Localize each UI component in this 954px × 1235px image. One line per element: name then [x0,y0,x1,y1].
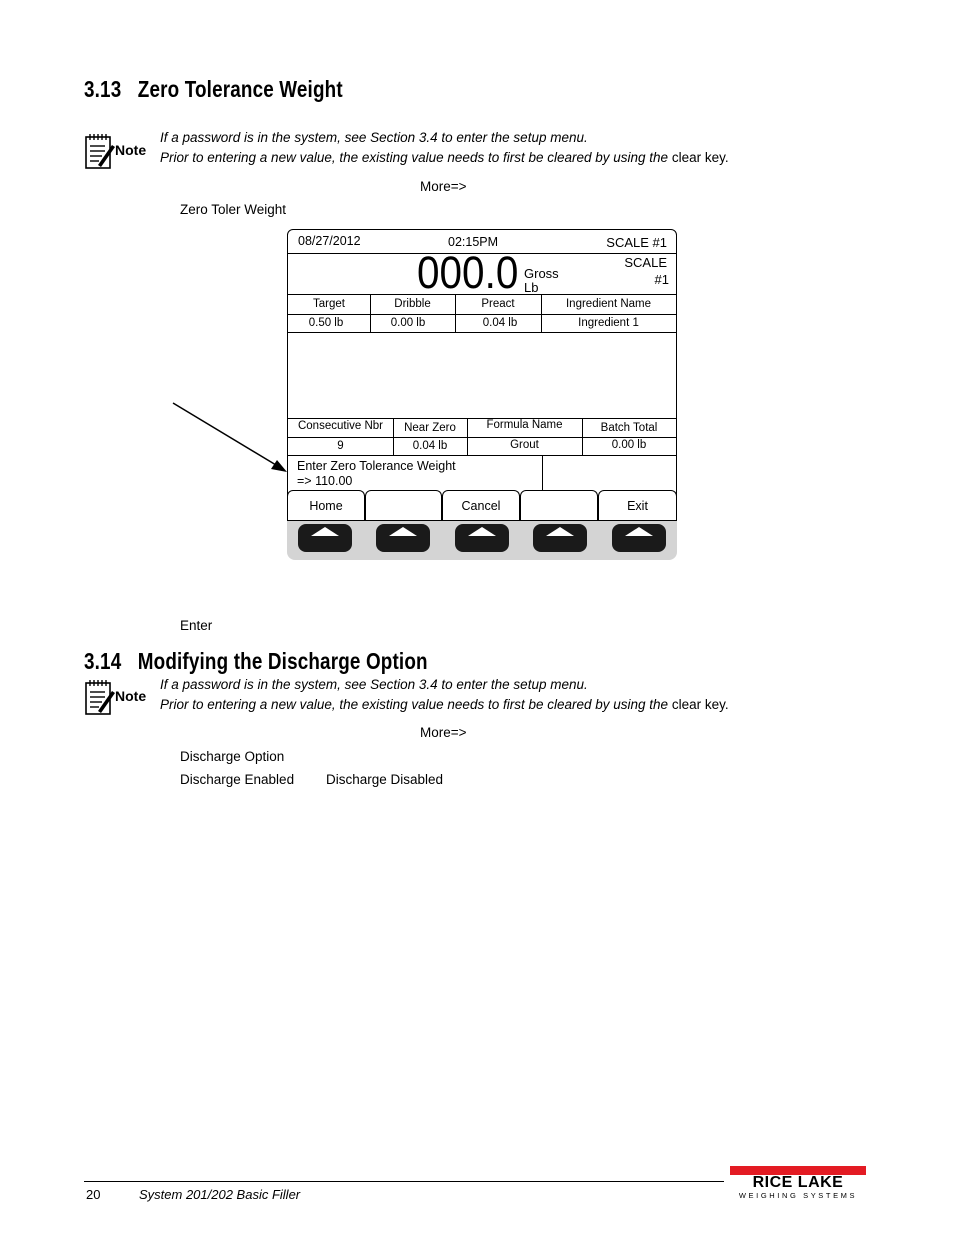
svg-text:Note: Note [115,142,147,158]
prompt-value: => 110.00 [297,474,353,488]
table-header-dribble: Dribble [394,298,431,310]
note-line: If a password is in the system, see Section 3.4 to enter the setup menu. [160,677,588,692]
softkey-blank[interactable] [365,490,442,520]
pointer-arrow [165,395,295,480]
softkey-button[interactable] [455,524,509,552]
page-number: 20 [86,1187,101,1202]
svg-text:Note: Note [115,688,147,704]
table-header-formula-name: Formula Name [486,419,563,431]
table-header-batch-total: Batch Total [600,422,658,434]
softkey-home[interactable]: Home [287,490,365,520]
softkey-cancel[interactable]: Cancel [442,490,520,520]
section-number: 3.14 [84,648,122,674]
table-cell: Ingredient 1 [578,317,639,329]
clear-key-label: clear key. [671,697,729,712]
softkey-exit[interactable]: Exit [598,490,677,520]
logo-subtext: WEIGHING SYSTEMS [738,1191,858,1200]
section-title: Modifying the Discharge Option [137,648,428,674]
scale-number: #1 [654,272,669,287]
scale-label: SCALE [624,255,667,270]
clear-key-label: clear key. [671,150,729,165]
more-key-label: More=> [420,179,467,194]
table-header-target: Target [313,298,345,310]
softkey-bar [287,490,677,521]
table-header-ingredient-name: Ingredient Name [565,298,652,310]
rice-lake-logo [730,1166,866,1200]
softkey-button[interactable] [376,524,430,552]
table-header-near-zero: Near Zero [404,422,456,434]
weight-readout: 000.0 [417,247,519,298]
scale-header: SCALE #1 [606,235,667,250]
menu-item-label: Zero Toler Weight [180,202,287,217]
table-cell: 9 [337,440,344,452]
document-title: System 201/202 Basic Filler [139,1187,301,1202]
softkey-button[interactable] [612,524,666,552]
note-text [160,675,729,715]
enter-key-label: Enter [180,618,213,633]
table-header-preact: Preact [481,298,515,310]
time-display: 02:15PM [448,235,499,249]
weight-unit: Lb [524,280,539,295]
footer-rule [84,1181,724,1182]
note-line: If a password is in the system, see Section 3.4 to enter the setup menu. [160,130,588,145]
option-discharge-enabled: Discharge Enabled [180,772,295,787]
option-discharge-disabled: Discharge Disabled [326,772,444,787]
scale-display [287,229,677,521]
table-header-consecutive-nbr: Consecutive Nbr [297,420,383,432]
section-heading-3-14 [84,648,428,675]
logo-text: RICE LAKE [752,1174,844,1191]
table-cell: 0.00 lb [390,317,426,329]
note-icon [84,133,152,171]
softkey-button[interactable] [298,524,352,552]
weight-mode: Gross [524,266,559,281]
note-line: Prior to entering a new value, the existing value needs to first be cleared by using the clear key. [160,150,729,165]
section-heading-3-13 [84,76,343,103]
more-key-label: More=> [420,725,467,740]
softkey-button[interactable] [533,524,587,552]
note-line: Prior to entering a new value, the existing value needs to first be cleared by using the clear key. [160,697,729,712]
note-icon [84,679,152,717]
table-cell: 0.04 lb [412,440,448,452]
table-cell: 0.00 lb [611,439,647,451]
menu-item-label: Discharge Option [180,749,285,764]
softkey-blank[interactable] [520,490,598,520]
keypad [287,521,677,560]
note-text [160,128,729,168]
table-cell: 0.50 lb [308,317,344,329]
date-display: 08/27/2012 [298,234,361,248]
table-cell: Grout [510,439,539,451]
prompt-text: Enter Zero Tolerance Weight [297,459,456,473]
table-cell: 0.04 lb [482,317,518,329]
section-title: Zero Tolerance Weight [137,76,343,102]
section-number: 3.13 [84,76,122,102]
